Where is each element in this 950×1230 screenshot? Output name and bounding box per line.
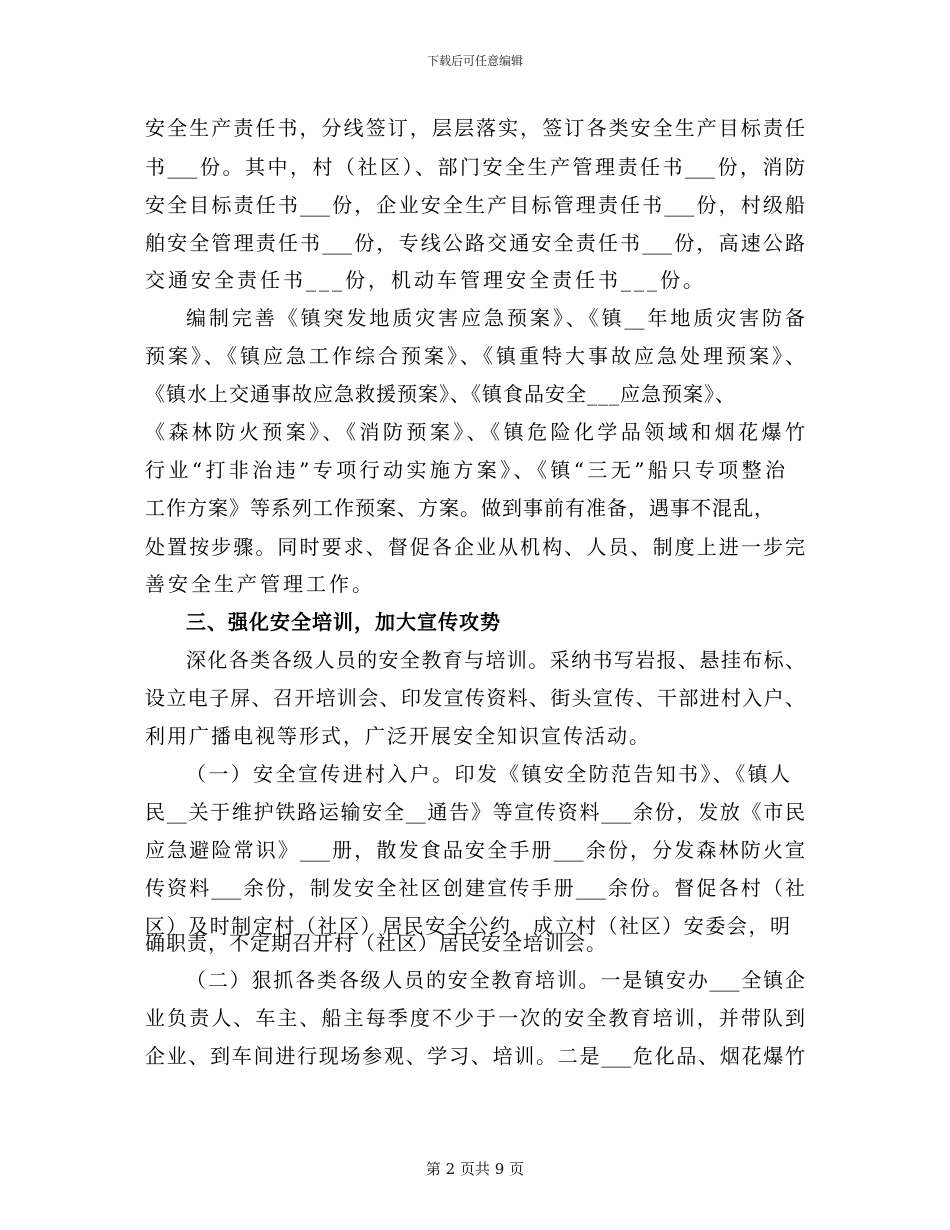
body-line: 深化各类各级人员的安全教育与培训。采纳书写岩报、悬挂布标、 — [186, 648, 805, 672]
body-line: 业负责人、车主、船主每季度不少于一次的安全教育培训，并带队到 — [145, 1006, 805, 1030]
body-line: 工作方案》等系列工作预案、方案。做到事前有准备，遇事不混乱， — [145, 496, 775, 520]
body-line: 区）及时制定村（社区）居民安全公约，成立村（社区）安委会，明 — [145, 914, 790, 938]
header-note: 下载后可任意编辑 — [426, 54, 523, 68]
body-line: 舶安全管理责任书___份，专线公路交通安全责任书___份，高速公路 — [145, 231, 805, 255]
section-heading: 三、强化安全培训，加大宣传攻势 — [186, 610, 501, 634]
body-line: 设立电子屏、召开培训会、印发宣传资料、街头宣传、干部进村入户、 — [145, 686, 805, 710]
page-footer: 第 2 页共 9 页 — [425, 1160, 525, 1178]
body-line: 预案》、《镇应急工作综合预案》、《镇重特大事故应急处理预案》、 — [145, 344, 805, 368]
body-line: 书___份。其中，村（社区）、部门安全生产管理责任书___份，消防 — [145, 155, 805, 179]
body-line: 应急避险常识》___册，散发食品安全手册___余份，分发森林防火宣 — [145, 838, 805, 862]
body-line: 民__关于维护铁路运输安全__通告》等宣传资料___余份，发放《市民 — [145, 800, 805, 824]
body-line: 行业“打非治违”专项行动实施方案》、《镇“三无”船只专项整治 — [145, 458, 785, 482]
body-line: （二）狠抓各类各级人员的安全教育培训。一是镇安办___全镇企 — [186, 968, 805, 992]
body-line: 善安全生产管理工作。 — [145, 572, 375, 596]
body-line: 确职责，不定期召开村（社区）居民安全培训会。 — [145, 931, 607, 955]
body-line: 交通安全责任书___份，机动车管理安全责任书___份。 — [145, 268, 706, 292]
body-line: 安全目标责任书___份，企业安全生产目标管理责任书___份，村级船 — [145, 193, 805, 217]
body-line: （一）安全宣传进村入户。印发《镇安全防范告知书》、《镇人 — [186, 762, 790, 786]
body-line: 《森林防火预案》、《消防预案》、《镇危险化学品领域和烟花爆竹 — [145, 420, 805, 444]
body-line: 编制完善《镇突发地质灾害应急预案》、《镇__年地质灾害防备 — [186, 306, 805, 330]
body-line: 处置按步骤。同时要求、督促各企业从机构、人员、制度上进一步完 — [145, 535, 805, 559]
body-line: 安全生产责任书，分线签订，层层落实，签订各类安全生产目标责任 — [145, 116, 805, 140]
body-line: 传资料___余份，制发安全社区创建宣传手册___余份。督促各村（社 — [145, 876, 805, 900]
body-line: 企业、到车间进行现场参观、学习、培训。二是___危化品、烟花爆竹 — [145, 1044, 805, 1068]
body-line: 《镇水上交通事故应急救援预案》、《镇食品安全___应急预案》、 — [145, 382, 736, 406]
body-line: 利用广播电视等形式，广泛开展安全知识宣传活动。 — [145, 724, 651, 748]
